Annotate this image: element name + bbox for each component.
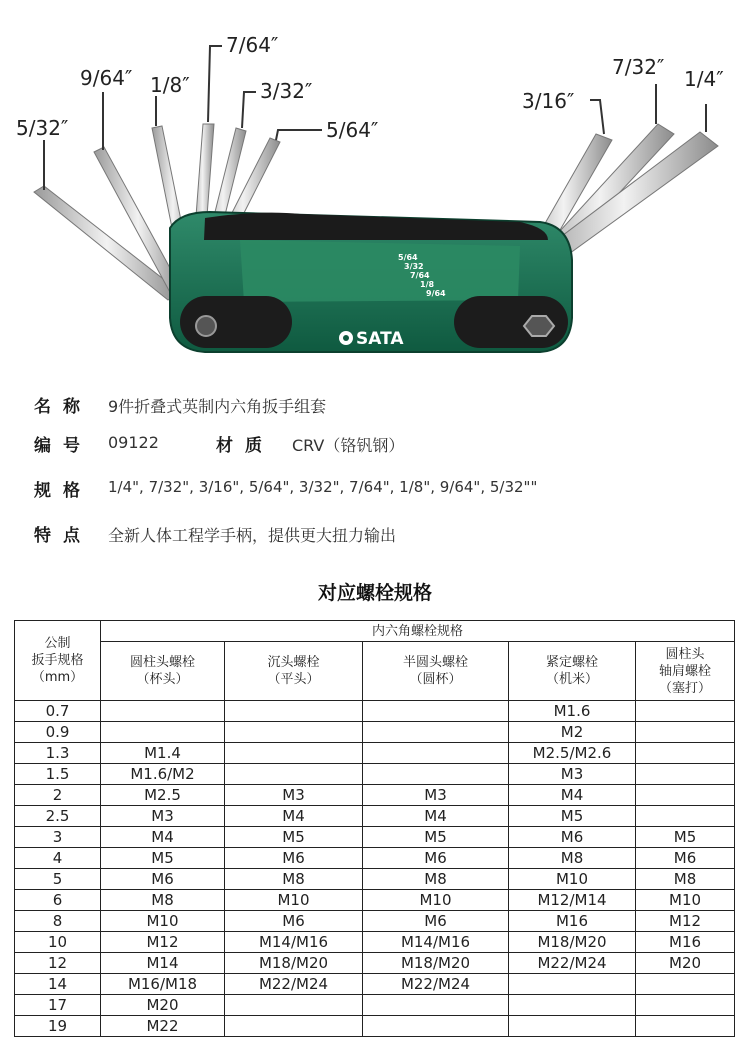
spec-value-name: 9件折叠式英制内六角扳手组套 (108, 397, 327, 416)
wrench-size-cell: 6 (15, 890, 101, 911)
wrench-size-cell: 8 (15, 911, 101, 932)
table-row (15, 932, 735, 953)
shoulder-screw-cell: M20 (636, 953, 735, 974)
countersunk-screw-cell (225, 722, 363, 743)
shoulder-screw-cell (636, 785, 735, 806)
shoulder-screw-cell (636, 701, 735, 722)
table-body (15, 701, 735, 1037)
shoulder-screw-cell (636, 995, 735, 1016)
table-row (15, 911, 735, 932)
cap-screw-cell: M1.4 (101, 743, 225, 764)
header-line: 圆柱头螺栓 (129, 655, 195, 670)
wrench-size-cell: 10 (15, 932, 101, 953)
table-row (15, 848, 735, 869)
button-head-screw-cell: M5 (363, 827, 509, 848)
table-row (15, 806, 735, 827)
cap-screw-cell: M2.5 (101, 785, 225, 806)
cap-screw-cell: M20 (101, 995, 225, 1016)
wrench-size-cell: 0.7 (15, 701, 101, 722)
shoulder-screw-cell (636, 974, 735, 995)
table-row (15, 785, 735, 806)
shoulder-screw-cell: M16 (636, 932, 735, 953)
wrench-size-cell: 0.9 (15, 722, 101, 743)
table-row (15, 974, 735, 995)
header-line: （杯头） (136, 672, 189, 687)
set-screw-cell: M3 (509, 764, 636, 785)
header-shoulder-screw (636, 642, 735, 701)
set-screw-cell (509, 1016, 636, 1037)
table-title: 对应螺栓规格 (317, 582, 432, 604)
header-button-head-screw (363, 642, 509, 701)
button-head-screw-cell: M18/M20 (363, 953, 509, 974)
button-head-screw-cell (363, 743, 509, 764)
handle-mark: 5/64 (398, 253, 418, 262)
wrench-size-cell: 1.3 (15, 743, 101, 764)
size-label-left: 5/32″ (16, 116, 69, 140)
cap-screw-cell: M6 (101, 869, 225, 890)
shoulder-screw-cell: M10 (636, 890, 735, 911)
countersunk-screw-cell: M6 (225, 848, 363, 869)
size-label-left: 5/64″ (326, 118, 379, 142)
button-head-screw-cell: M3 (363, 785, 509, 806)
header-line: 公制 (44, 636, 71, 651)
countersunk-screw-cell (225, 701, 363, 722)
countersunk-screw-cell: M3 (225, 785, 363, 806)
spec-label-model: 编号 (34, 436, 92, 456)
countersunk-screw-cell (225, 743, 363, 764)
handle-mark: 1/8 (420, 280, 435, 289)
shoulder-screw-cell (636, 1016, 735, 1037)
countersunk-screw-cell: M6 (225, 911, 363, 932)
handle-mark: 3/32 (404, 262, 424, 271)
countersunk-screw-cell: M18/M20 (225, 953, 363, 974)
header-line: （mm） (31, 670, 84, 685)
header-line: 沉头螺栓 (267, 655, 320, 670)
size-label-right: 1/4″ (684, 67, 724, 91)
table-row (15, 701, 735, 722)
header-group-hex-bolts: 内六角螺栓规格 (101, 621, 735, 642)
wrench-size-cell: 1.5 (15, 764, 101, 785)
table-row (15, 743, 735, 764)
spec-label-material: 材质 (216, 436, 274, 456)
countersunk-screw-cell: M14/M16 (225, 932, 363, 953)
set-screw-cell: M5 (509, 806, 636, 827)
set-screw-cell: M8 (509, 848, 636, 869)
cap-screw-cell: M5 (101, 848, 225, 869)
handle-mark: 9/64 (426, 289, 446, 298)
header-line: （塞打） (659, 680, 712, 696)
set-screw-cell: M6 (509, 827, 636, 848)
header-set-screw (509, 642, 636, 701)
button-head-screw-cell (363, 764, 509, 785)
bolt-spec-table (14, 620, 735, 1037)
countersunk-screw-cell: M22/M24 (225, 974, 363, 995)
table-row (15, 869, 735, 890)
spec-label-features: 特点 (34, 526, 92, 546)
table-row (15, 722, 735, 743)
set-screw-cell: M2 (509, 722, 636, 743)
header-line: 扳手规格 (31, 653, 84, 668)
header-line: 圆柱头 (665, 646, 705, 662)
size-label-left: 7/64″ (226, 33, 279, 57)
header-cap-screw (101, 642, 225, 701)
header-line: 轴肩螺栓 (659, 663, 712, 679)
countersunk-screw-cell: M10 (225, 890, 363, 911)
wrench-size-cell: 19 (15, 1016, 101, 1037)
button-head-screw-cell: M6 (363, 848, 509, 869)
countersunk-screw-cell (225, 1016, 363, 1037)
shoulder-screw-cell (636, 743, 735, 764)
button-head-screw-cell (363, 995, 509, 1016)
size-label-left: 1/8″ (150, 73, 190, 97)
wrench-size-cell: 5 (15, 869, 101, 890)
set-screw-cell: M22/M24 (509, 953, 636, 974)
wrench-size-cell: 12 (15, 953, 101, 974)
shoulder-screw-cell: M8 (636, 869, 735, 890)
table-row (15, 890, 735, 911)
spec-value-sizes: 1/4", 7/32", 3/16", 5/64", 3/32", 7/64", 1/8", 9/64", 5/32"" (108, 478, 538, 496)
countersunk-screw-cell: M8 (225, 869, 363, 890)
header-countersunk-screw (225, 642, 363, 701)
set-screw-cell: M10 (509, 869, 636, 890)
cap-screw-cell: M10 (101, 911, 225, 932)
cap-screw-cell: M14 (101, 953, 225, 974)
set-screw-cell: M2.5/M2.6 (509, 743, 636, 764)
header-line: （机米） (545, 672, 598, 687)
handle-mark: 7/64 (410, 271, 430, 280)
spec-value-model: 09122 (108, 433, 159, 452)
button-head-screw-cell (363, 701, 509, 722)
product-photo (0, 0, 750, 370)
spec-label-name: 名称 (34, 397, 92, 417)
shoulder-screw-cell (636, 764, 735, 785)
wrench-size-cell: 4 (15, 848, 101, 869)
header-line: 紧定螺栓 (545, 655, 598, 670)
table-row (15, 764, 735, 785)
header-line: （圆杯） (409, 672, 462, 687)
shoulder-screw-cell (636, 722, 735, 743)
table-row (15, 995, 735, 1016)
set-screw-cell (509, 974, 636, 995)
wrench-size-cell: 17 (15, 995, 101, 1016)
cap-screw-cell: M1.6/M2 (101, 764, 225, 785)
countersunk-screw-cell: M5 (225, 827, 363, 848)
cap-screw-cell (101, 701, 225, 722)
set-screw-cell: M12/M14 (509, 890, 636, 911)
wrench-size-cell: 2 (15, 785, 101, 806)
spec-value-features: 全新人体工程学手柄，提供更大扭力输出 (108, 526, 397, 545)
set-screw-cell: M1.6 (509, 701, 636, 722)
table-row (15, 1016, 735, 1037)
button-head-screw-cell (363, 1016, 509, 1037)
size-label-left: 9/64″ (80, 66, 133, 90)
cap-screw-cell: M8 (101, 890, 225, 911)
header-wrench-size (15, 621, 101, 701)
set-screw-cell: M4 (509, 785, 636, 806)
button-head-screw-cell: M8 (363, 869, 509, 890)
header-line: 半圆头螺栓 (402, 655, 468, 670)
cap-screw-cell: M4 (101, 827, 225, 848)
table-row (15, 953, 735, 974)
button-head-screw-cell: M10 (363, 890, 509, 911)
countersunk-screw-cell (225, 764, 363, 785)
wrench-size-cell: 2.5 (15, 806, 101, 827)
cap-screw-cell: M16/M18 (101, 974, 225, 995)
header-line: （平头） (267, 672, 320, 687)
shoulder-screw-cell: M6 (636, 848, 735, 869)
wrench-size-cell: 3 (15, 827, 101, 848)
brand-logo-text: SATA (356, 329, 404, 349)
cap-screw-cell (101, 722, 225, 743)
spec-value-material: CRV（铬钒钢） (292, 436, 405, 455)
cap-screw-cell: M22 (101, 1016, 225, 1037)
button-head-screw-cell: M22/M24 (363, 974, 509, 995)
cap-screw-cell: M3 (101, 806, 225, 827)
size-label-left: 3/32″ (260, 79, 313, 103)
spec-label-sizes: 规格 (34, 481, 92, 501)
cap-screw-cell: M12 (101, 932, 225, 953)
set-screw-cell: M18/M20 (509, 932, 636, 953)
button-head-screw-cell (363, 722, 509, 743)
size-labels (16, 33, 724, 142)
table-row (15, 827, 735, 848)
countersunk-screw-cell: M4 (225, 806, 363, 827)
set-screw-cell (509, 995, 636, 1016)
wrench-size-cell: 14 (15, 974, 101, 995)
shoulder-screw-cell (636, 806, 735, 827)
set-screw-cell: M16 (509, 911, 636, 932)
button-head-screw-cell: M6 (363, 911, 509, 932)
button-head-screw-cell: M4 (363, 806, 509, 827)
shoulder-screw-cell: M5 (636, 827, 735, 848)
button-head-screw-cell: M14/M16 (363, 932, 509, 953)
countersunk-screw-cell (225, 995, 363, 1016)
size-label-right: 7/32″ (612, 55, 665, 79)
size-label-right: 3/16″ (522, 89, 575, 113)
shoulder-screw-cell: M12 (636, 911, 735, 932)
